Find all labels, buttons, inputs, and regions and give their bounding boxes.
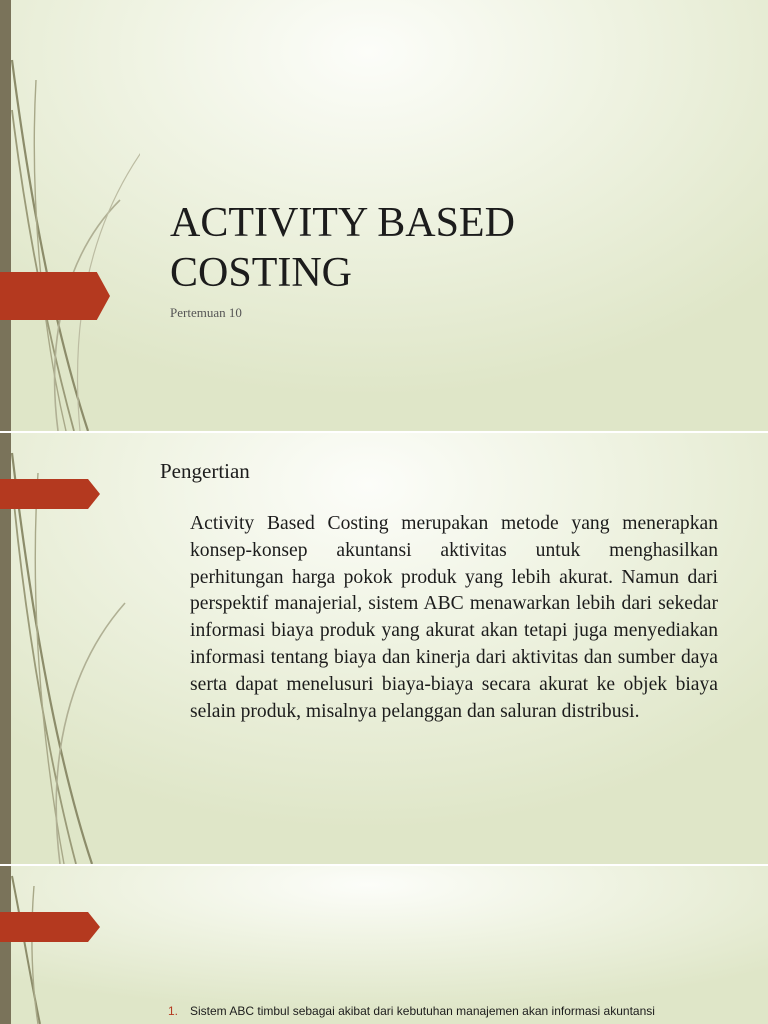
section-heading: Pengertian: [160, 459, 250, 483]
left-bar: [0, 0, 11, 431]
definition-paragraph: Activity Based Costing merupakan metode yang menerapkan konsep-konsep akuntansi aktivitas untuk menghasilkan perhitungan harga pokok produk yang lebih akurat. Namun dari perspektif manajerial, sistem ABC menawarkan lebih dari sekedar informasi biaya produk yang akurat akan tetapi juga menyediakan informasi tentang biaya dan kinerja dari aktivitas dan sumber daya serta dapat menelusuri biaya-biaya secara akurat ke objek biaya selain produk, misalnya pelanggan dan saluran distribusi.: [190, 513, 718, 722]
list-item-number: 1.: [168, 1004, 179, 1018]
slide-subtitle: Pertemuan 10: [170, 305, 242, 320]
slide-title: [0, 0, 768, 431]
accent-arrow-tab: [0, 479, 100, 509]
slide-title-text: ACTIVITY BASED COSTING: [170, 200, 515, 296]
decorative-swoosh-lines: [0, 0, 140, 431]
left-bar: [0, 866, 11, 1024]
accent-arrow-tab: [0, 272, 110, 320]
slide-list: [0, 866, 768, 1024]
list-item-text: Sistem ABC timbul sebagai akibat dari kebutuhan manajemen akan informasi akuntansi: [190, 1004, 655, 1018]
decorative-swoosh-lines: [0, 866, 140, 1024]
accent-arrow-tab: [0, 912, 100, 942]
slide-definition: [0, 433, 768, 864]
